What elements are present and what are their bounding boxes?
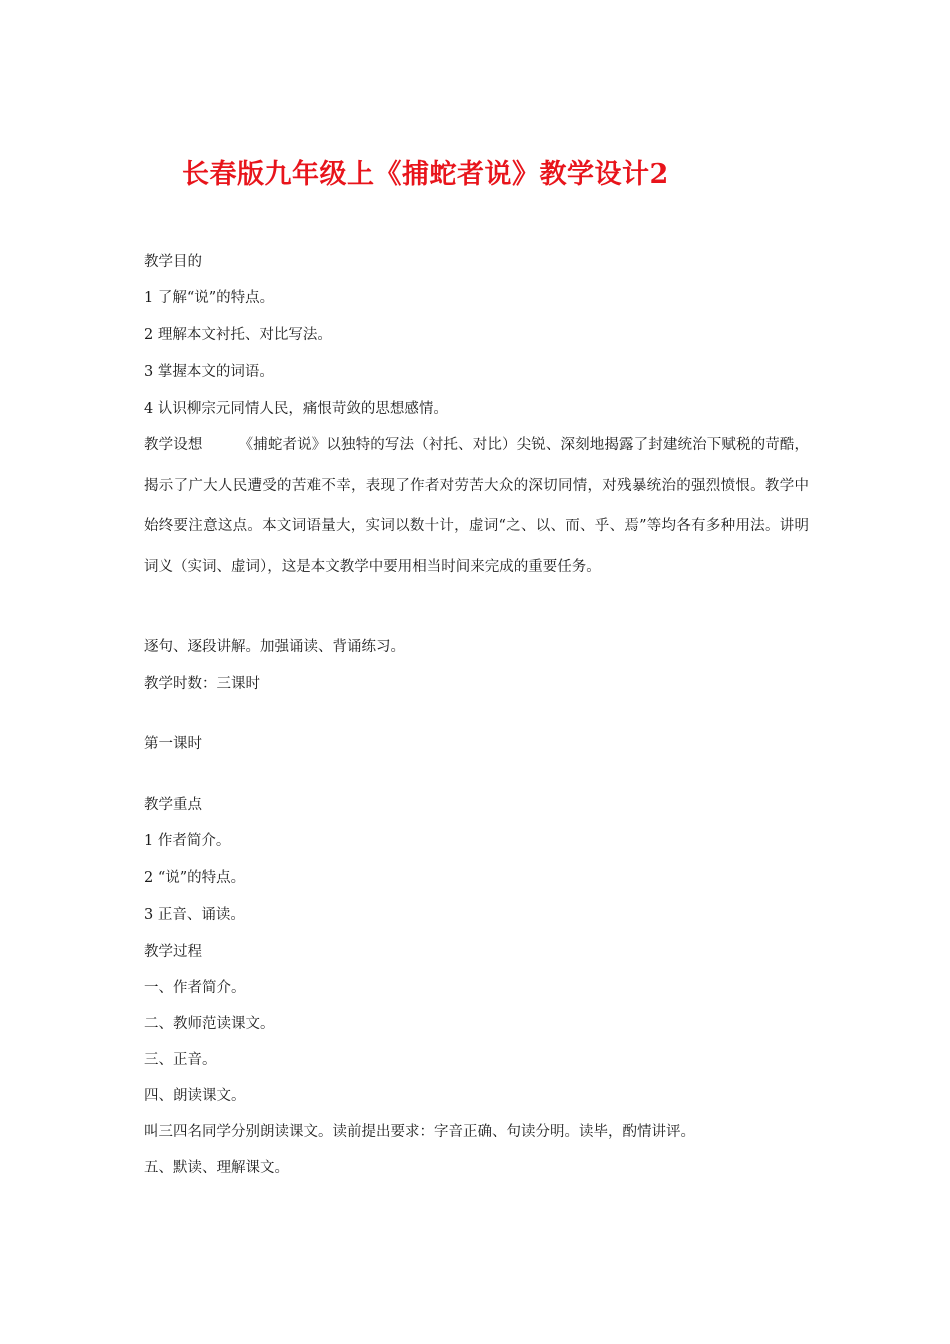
objectives-heading: 教学目的 <box>144 254 202 270</box>
objective-item: 2 理解本文衬托、对比写法。 <box>144 327 332 343</box>
process-item: 五、默读、理解课文。 <box>144 1160 289 1176</box>
concept-text: 《捕蛇者说》以独特的写法（衬托、对比）尖锐、深刻地揭露了封建统治下赋税的苛酷，揭示了广大人民遭受的苦难不幸，表现了作者对劳苦大众的深切同情，对残暴统治的强烈愤恨。教学中始终要注意这点。本文词语量大，实词以数十计，虚词“之、以、而、乎、焉”等均各有多种用法。讲明词义（实词、虚词），这是本文教学中要用相当时间来完成的重要任务。 <box>144 437 810 575</box>
focus-item: 3 正音、诵读。 <box>144 907 245 923</box>
process-item: 叫三四名同学分别朗读课文。读前提出要求：字音正确、句读分明。读毕，酌情讲评。 <box>144 1124 695 1140</box>
objective-item: 1 了解“说”的特点。 <box>144 290 275 306</box>
process-item: 四、朗读课文。 <box>144 1088 246 1104</box>
focus-item: 2 “说”的特点。 <box>144 870 246 886</box>
process-item: 三、正音。 <box>144 1052 217 1068</box>
focus-heading: 教学重点 <box>144 797 202 813</box>
lesson-heading: 第一课时 <box>144 736 202 752</box>
concept-label: 教学设想 <box>144 437 203 453</box>
process-heading: 教学过程 <box>144 944 202 960</box>
focus-item: 1 作者简介。 <box>144 833 231 849</box>
teaching-hours: 教学时数：三课时 <box>144 676 260 692</box>
objective-item: 4 认识柳宗元同情人民，痛恨苛敛的思想感情。 <box>144 401 448 417</box>
teaching-concept-paragraph <box>144 425 809 587</box>
process-item: 一、作者简介。 <box>144 980 246 996</box>
process-item: 二、教师范读课文。 <box>144 1016 275 1032</box>
document-title: 长春版九年级上《捕蛇者说》教学设计2 <box>182 159 669 190</box>
method-line: 逐句、逐段讲解。加强诵读、背诵练习。 <box>144 639 405 655</box>
objective-item: 3 掌握本文的词语。 <box>144 364 274 380</box>
